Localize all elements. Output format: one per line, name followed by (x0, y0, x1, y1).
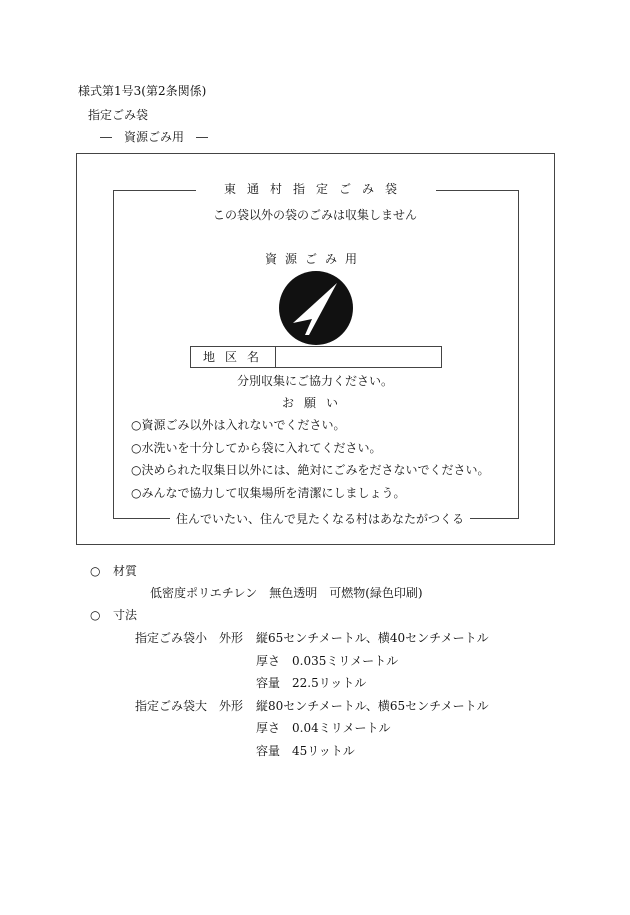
document-subtitle: ― 資源ごみ用 ― (100, 130, 209, 144)
material-description: 低密度ポリエチレン 無色透明 可燃物(緑色印刷) (150, 586, 423, 600)
small-bag-size: 縦65センチメートル、横40センチメートル (256, 631, 489, 645)
document-title: 指定ごみ袋 (88, 108, 149, 122)
material-bullet: ○ (90, 564, 101, 578)
rule-item: ○みんなで協力して収集場所を清潔にしましょう。 (131, 486, 406, 500)
dimensions-heading: 寸法 (113, 608, 138, 622)
district-field[interactable] (276, 347, 441, 367)
bag-type: 資源ごみ用 (264, 252, 365, 266)
bag-notice: この袋以外の袋のごみは収集しません (212, 208, 417, 222)
bag-title: 東通村指定ごみ袋 (196, 182, 436, 196)
small-bag-label: 指定ごみ袋小 外形 (135, 631, 244, 645)
large-bag-thickness: 厚さ 0.04ミリメートル (256, 721, 391, 735)
request-heading: お願い (281, 396, 348, 410)
rule-item: ○資源ごみ以外は入れないでください。 (131, 418, 346, 432)
cooperation-text: 分別収集にご協力ください。 (236, 374, 393, 388)
large-bag-label: 指定ごみ袋大 外形 (135, 699, 244, 713)
district-label: 地区名 (191, 347, 276, 367)
dimensions-bullet: ○ (90, 608, 101, 622)
small-bag-capacity: 容量 22.5リットル (256, 676, 367, 690)
material-heading: 材質 (113, 564, 138, 578)
bag-slogan: 住んでいたい、住んで見たくなる村はあなたがつくる (170, 512, 470, 526)
large-bag-size: 縦80センチメートル、横65センチメートル (256, 699, 489, 713)
large-bag-capacity: 容量 45リットル (256, 744, 355, 758)
rule-item: ○水洗いを十分してから袋に入れてください。 (131, 441, 382, 455)
small-bag-thickness: 厚さ 0.035ミリメートル (256, 654, 399, 668)
village-emblem-icon (279, 271, 353, 345)
rule-item: ○決められた収集日以外には、絶対にごみをださないでください。 (131, 463, 490, 477)
district-box (190, 346, 442, 368)
form-number: 様式第1号3(第2条関係) (78, 84, 207, 98)
